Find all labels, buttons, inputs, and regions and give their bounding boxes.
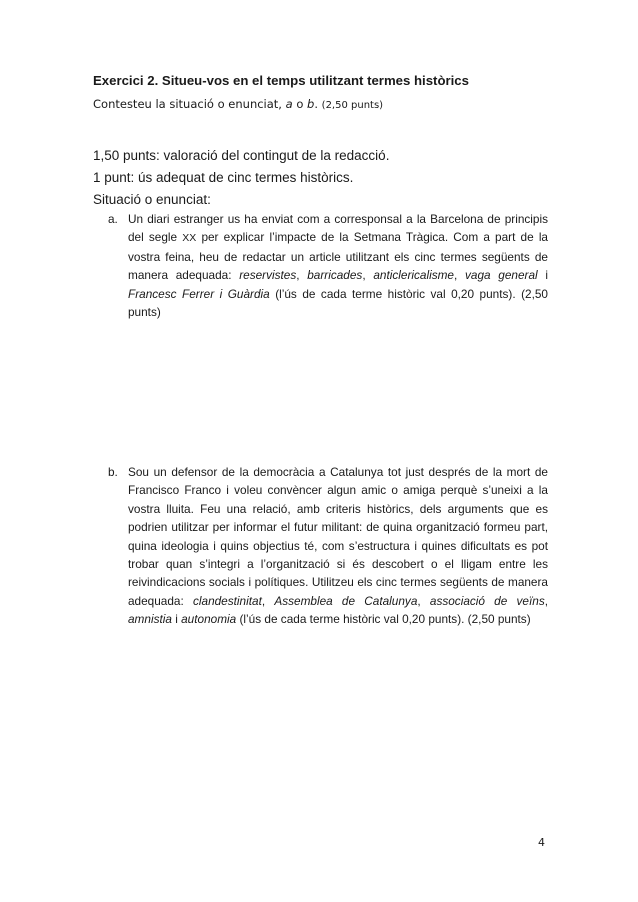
instructions-option-b: b — [307, 97, 315, 111]
option-a-text-part1: Un diari estranger us ha enviat com a corresponsal a la Barcelona de principis del segle — [128, 212, 548, 245]
option-b-text — [128, 463, 548, 629]
option-a-sep-2: , — [362, 268, 374, 283]
option-a-term-1: reservistes — [239, 268, 297, 283]
option-b-sep-2: , — [417, 593, 430, 608]
option-b-term-5: autonomia — [181, 612, 237, 627]
page-number: 4 — [538, 836, 545, 849]
option-a-tail: (l’ús de cada terme històric val 0,20 punts). (2,50 punts) — [128, 286, 548, 320]
option-a-term-4: vaga general — [464, 268, 538, 283]
option-a-text — [128, 210, 548, 321]
instructions-end: . — [314, 97, 322, 111]
scoring-terms: 1 punt: ús adequat de cinc termes històrics. — [93, 170, 354, 185]
option-a-sep-3: , — [453, 268, 465, 283]
exercise-instructions — [93, 97, 563, 111]
instructions-option-a: a — [285, 97, 293, 111]
scoring-criteria — [93, 145, 563, 211]
option-b-term-4: amnistia — [128, 612, 172, 627]
option-b-term-2: Assemblea de Catalunya — [274, 593, 418, 608]
option-a-sep-1: , — [296, 268, 308, 283]
option-a-marker: a. — [108, 212, 118, 226]
option-a-term-3: anticlericalisme — [373, 268, 454, 283]
option-a-term-2: barricades — [307, 268, 363, 283]
option-b-term-1: clandestinitat — [192, 593, 262, 608]
option-b-sep-3: , — [544, 593, 549, 608]
option-b — [108, 463, 548, 629]
option-a-sep-4: i — [537, 268, 548, 283]
option-a-text-part2: per explicar l’impacte de la Setmana Tràgica. Com a part de la vostra feina, heu de redactar un article utilitzant els cinc termes següents de manera adequada: — [128, 230, 548, 283]
option-a-term-5: Francesc Ferrer i Guàrdia — [128, 286, 270, 301]
option-b-tail: (l’ús de cada terme històric val 0,20 punts). (2,50 punts) — [236, 612, 531, 627]
exercise-title: Exercici 2. Situeu-vos en el temps utilitzant termes històrics — [93, 73, 469, 88]
option-a — [108, 210, 548, 321]
option-a-century: XX — [182, 232, 197, 245]
scoring-content: 1,50 punts: valoració del contingut de la redacció. — [93, 148, 390, 163]
instructions-conjunction: o — [292, 97, 308, 111]
instructions-points: (2,50 punts) — [321, 100, 384, 111]
option-b-sep-1: , — [261, 593, 275, 608]
option-b-sep-4: i — [171, 612, 182, 627]
option-b-text-part1: Sou un defensor de la democràcia a Catalunya tot just després de la mort de Francisco Franco i voleu convèncer algun amic o amiga perquè s’uneixi a la vostra lluita. Feu una relació, amb criteris històrics, dels arguments que es podrien utilitzar per informar el futur militant: de quina organització formeu part, quina ideologia i quins objectius té, com s’estructura i quines dificultats es pot trobar quan s’integri a l’organització si és descobert o el lligam entre les reivindicacions socials i polítiques. Utilitzeu els cinc termes següents de manera adequada: — [128, 465, 548, 608]
instructions-lead: Contesteu la situació o enunciat, — [93, 97, 286, 111]
option-b-term-3: associació de veïns — [429, 593, 545, 608]
situation-label: Situació o enunciat: — [93, 192, 211, 207]
option-b-marker: b. — [108, 465, 118, 479]
